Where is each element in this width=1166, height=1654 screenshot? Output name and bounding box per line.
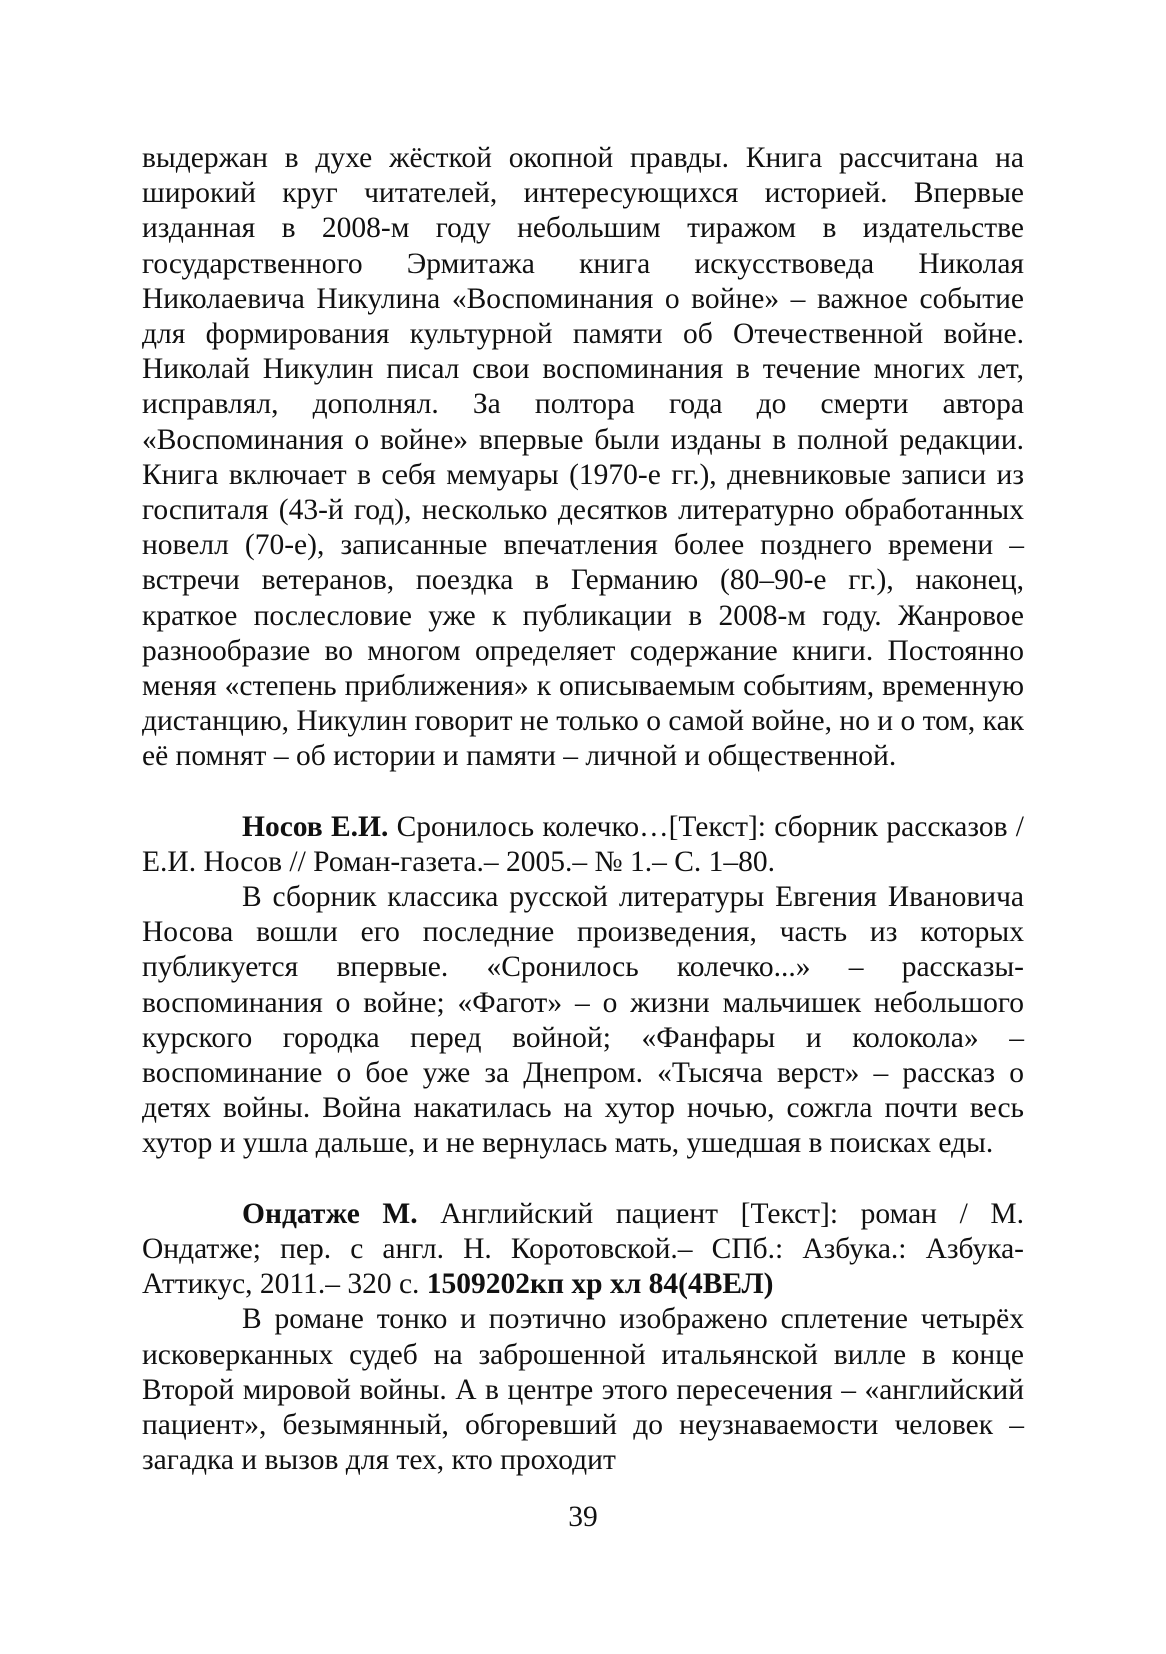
page-body — [142, 141, 1024, 1478]
entry-author: Носов Е.И. — [242, 810, 389, 843]
entry-citation-text: Английский пациент [Текст]: роман / М. Ондатже; пер. с англ. Н. Коротовской.– СПб.: Азбука.: Азбука-Аттикус, 2011.– 320 с. — [142, 1197, 1024, 1301]
entry-annotation: В романе тонко и поэтично изображено сплетение четырёх исковерканных судеб на заброшенной итальянской вилле в конце Второй мировой войны. А в центре этого пересечения – «английский пациент», безымянный, обгоревший до неузнаваемости человек – загадка и вызов для тех, кто проходит — [142, 1303, 1024, 1477]
intro-paragraph: выдержан в духе жёсткой окопной правды. Книга рассчитана на широкий круг читателей, интересующихся историей. Впервые изданная в 2008-м году небольшим тиражом в издательстве государственного Эрмитажа книга искусствоведа Николая Николаевича Никулина «Воспоминания о войне» – важное событие для формирования культурной памяти об Отечественной войне. Николай Никулин писал свои воспоминания в течение многих лет, исправлял, дополнял. За полтора года до смерти автора «Воспоминания о войне» впервые были изданы в полной редакции. Книга включает в себя мемуары (1970-е гг.), дневниковые записи из госпиталя (43-й год), несколько десятков литературно обработанных новелл (70-е), записанные впечатления более позднего времени – встречи ветеранов, поездка в Германию (80–90-е гг.), наконец, краткое послесловие уже к публикации в 2008-м году. Жанровое разнообразие во многом определяет содержание книги. Постоянно меняя «степень приближения» к описываемым событиям, временную дистанцию, Никулин говорит не только о самой войне, но и о том, как её помнят – об истории и памяти – личной и общественной. — [142, 142, 1024, 773]
entry-author: Ондатже М. — [242, 1197, 418, 1230]
page-number: 39 — [568, 1501, 598, 1533]
entry-annotation: В сборник классика русской литературы Евгения Ивановича Носова вошли его последние произведения, часть из которых публикуется впервые. «Сронилось колечко...» – рассказы-воспоминания о войне; «Фагот» – о жизни мальчишек небольшого курского городка перед войной; «Фанфары и колокола» – воспоминание о бое уже за Днепром. «Тысяча верст» – рассказ о детях войны. Война накатилась на хутор ночью, сожгла почти весь хутор и ушла дальше, и не вернулась мать, ушедшая в поисках еды. — [142, 881, 1024, 1160]
entry-citation-text: Сронилось колечко…[Текст]: сборник рассказов / Е.И. Носов // Роман-газета.– 2005.– № 1.– С. 1–80. — [142, 810, 1025, 878]
entry-citation — [142, 1197, 1024, 1303]
entry-call-number: 1509202кп хр хл 84(4ВЕЛ) — [426, 1268, 774, 1301]
entry-citation — [142, 810, 1024, 880]
